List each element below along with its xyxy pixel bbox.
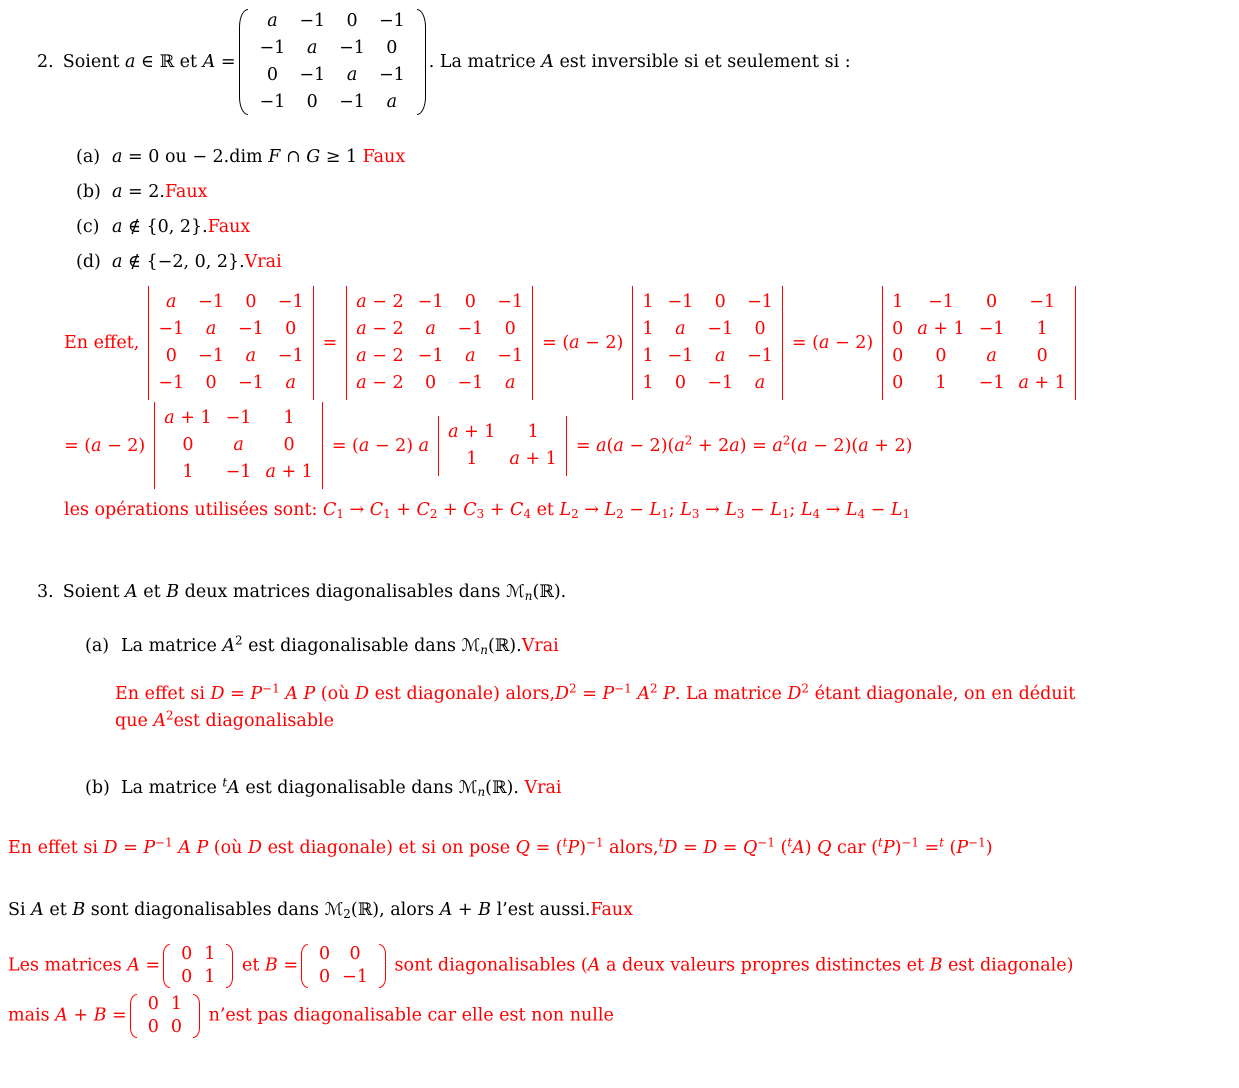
- equals-sign: [323, 333, 338, 353]
- math-segment: A + B =: [55, 1005, 127, 1026]
- math-segment: a ∈ ℝ: [125, 52, 175, 72]
- matrix-cell: −1: [497, 346, 524, 366]
- determinant-4-grid: [882, 286, 1076, 400]
- math-segment: ℳ$_2$(ℝ): [324, 900, 380, 921]
- matrix-cell: −1: [225, 462, 252, 482]
- matrix-cell: −1: [277, 292, 304, 312]
- matrix-cell: −1: [457, 319, 484, 339]
- matrix-cell: a + 1: [448, 421, 496, 442]
- right-paren: [379, 944, 386, 988]
- proof-lead: En effet,: [64, 333, 140, 353]
- determinant-4: [882, 286, 1076, 400]
- matrix-cell: −1: [237, 373, 264, 393]
- proof-line-2: [64, 402, 1239, 489]
- option-c-verdict: Faux: [207, 217, 251, 237]
- math-segment: F ∩ G ≥ 1: [268, 147, 363, 167]
- explanation-line-2: [115, 708, 1239, 735]
- q3-counterexample-line-1: [8, 943, 1239, 989]
- matrix-cell: 0: [714, 292, 726, 312]
- matrix-cell: 0: [1036, 346, 1048, 366]
- matrix-cell: 0: [170, 1017, 182, 1037]
- q2-intro-post: [429, 52, 851, 72]
- matrix-cell: 1: [642, 319, 654, 339]
- math-segment: B: [929, 955, 943, 976]
- matrix-cell: a + 1: [265, 462, 313, 482]
- q2-option-d: [76, 245, 1239, 280]
- matrix-cell: a − 2: [356, 373, 404, 393]
- q2-number: 2.: [37, 52, 54, 72]
- matrix-cell: a: [285, 373, 296, 393]
- text-segment: est diagonale) et si on pose: [262, 838, 516, 858]
- matrix-cell: −1: [339, 92, 365, 112]
- matrix-cell: a: [754, 373, 766, 393]
- q3-counterexample-line-2: [8, 993, 1239, 1039]
- q3-item-b-label: (b): [85, 778, 110, 798]
- matrix-cell: 1: [466, 448, 478, 469]
- math-segment: B: [166, 582, 180, 602]
- q3-item-a-statement: [121, 633, 522, 657]
- matrix-cell: −1: [342, 967, 368, 987]
- text-segment: est diagonalisable: [173, 711, 334, 731]
- matrix-cell: −1: [707, 319, 734, 339]
- matrix-cell: a: [205, 319, 217, 339]
- matrix-cell: −1: [667, 346, 694, 366]
- option-c-label: (c): [76, 217, 100, 237]
- matrix-A-plus-B: [130, 993, 200, 1039]
- q3-item-b-explanation: [8, 833, 1239, 863]
- matrix-cell: −1: [417, 346, 444, 366]
- math-segment: a ∉ {0, 2}.: [112, 217, 208, 237]
- math-segment: − 2.: [192, 147, 230, 167]
- text-segment: En effet si: [8, 838, 104, 858]
- option-d-label: (d): [76, 252, 101, 272]
- right-paren: [226, 944, 233, 988]
- determinant-2: [346, 286, 533, 400]
- math-segment: $D = P^{-1}$ A P: [103, 835, 209, 858]
- matrix-cell: 0: [892, 319, 904, 339]
- math-segment: $C_1 \to C_1 + C_2 + C_3 + C_4$: [322, 500, 532, 521]
- factor-a-minus-2-a: [332, 436, 429, 456]
- matrix-cell: 0: [205, 373, 217, 393]
- question-3: [0, 577, 1239, 1039]
- option-a-label: (a): [76, 147, 101, 167]
- matrix-cell: −1: [928, 292, 954, 312]
- text-segment: alors,: [603, 838, 659, 858]
- q3-statement-c-text: [8, 900, 590, 920]
- text-segment: car: [831, 838, 872, 858]
- determinant-3-grid: [632, 286, 783, 400]
- matrix-cell: −1: [198, 346, 224, 366]
- math-segment: A: [125, 582, 138, 602]
- matrix-cell: 0: [464, 292, 476, 312]
- option-b-verdict: Faux: [164, 182, 208, 202]
- text-segment: les opérations utilisées sont:: [64, 500, 323, 520]
- counterexample-text-1: [8, 956, 160, 976]
- matrix-cell: 0: [986, 292, 998, 312]
- q3-header: [37, 577, 1239, 607]
- matrix-cell: −1: [225, 408, 252, 428]
- matrix-cell: a: [675, 319, 686, 339]
- counterexample-text-2: [236, 956, 298, 976]
- math-segment: = (a − 2): [64, 435, 146, 456]
- matrix-cell: 0: [892, 346, 904, 366]
- determinant-6-grid: [438, 416, 567, 476]
- text-segment: La matrice: [121, 778, 223, 798]
- matrix-cell: 0: [892, 373, 904, 393]
- determinant-3: [632, 286, 783, 400]
- math-segment: $Q = (^tP)^{-1}$: [515, 835, 604, 858]
- text-segment: que: [115, 711, 154, 731]
- text-segment: Soient: [62, 52, 126, 72]
- matrix-cell: a: [504, 373, 516, 393]
- matrix-cell: −1: [299, 11, 326, 31]
- text-segment: Soient: [62, 582, 126, 602]
- proof-result: [575, 432, 913, 456]
- matrix-cell: a − 2: [356, 346, 404, 366]
- text-segment: est diagonalisable dans: [242, 636, 462, 656]
- matrix-cell: 1: [935, 373, 947, 393]
- matrix-cell: 1: [204, 967, 216, 987]
- matrix-cell: −1: [237, 319, 264, 339]
- matrix-cell: 0: [147, 1017, 159, 1037]
- matrix-cell: 0: [306, 92, 318, 112]
- math-segment: $A^2$: [153, 708, 174, 731]
- question-2: [0, 8, 1239, 525]
- left-paren: [163, 944, 170, 988]
- matrix-A-plus-B-grid: [138, 993, 192, 1039]
- matrix-cell: −1: [158, 319, 185, 339]
- q2-intro: [37, 8, 1239, 116]
- q3-header-text: [63, 582, 567, 602]
- matrix-cell: a + 1: [917, 319, 965, 339]
- text-segment: a deux valeurs propres distinctes et: [600, 955, 930, 976]
- q3-number: 3.: [37, 582, 54, 602]
- matrix-cell: 0: [319, 967, 331, 987]
- math-segment: A: [541, 52, 554, 72]
- matrix-cell: 1: [1036, 319, 1048, 339]
- matrix-cell: −1: [707, 373, 734, 393]
- text-segment: (où: [315, 684, 355, 704]
- matrix-cell: a + 1: [509, 448, 557, 469]
- explanation-line-1: [115, 681, 1239, 708]
- matrix-cell: 1: [642, 373, 654, 393]
- matrix-cell: 0: [504, 319, 516, 339]
- math-segment: $D = P^{-1}$ A P: [210, 681, 316, 704]
- matrix-cell: 0: [935, 346, 947, 366]
- text-segment: et: [531, 500, 560, 520]
- text-segment: et: [43, 900, 73, 920]
- text-segment: .: [560, 582, 567, 602]
- matrix-cell: −1: [378, 65, 405, 85]
- matrix-cell: 1: [204, 944, 216, 964]
- matrix-cell: 0: [181, 967, 193, 987]
- math-segment: D: [354, 684, 370, 704]
- math-segment: A =: [127, 955, 161, 976]
- option-a-statement: [112, 147, 363, 167]
- math-segment: = $a(a - 2)(a^2 + 2a) = a^2(a - 2)(a + 2)$: [575, 432, 913, 456]
- matrix-cell: −1: [417, 292, 444, 312]
- matrix-cell: a: [307, 38, 318, 58]
- math-segment: A =: [202, 52, 236, 72]
- option-a-verdict: Faux: [362, 147, 406, 167]
- math-segment: B =: [264, 955, 299, 976]
- text-segment: est inversible si et seulement si :: [553, 52, 851, 72]
- matrix-cell: 0: [386, 38, 398, 58]
- matrix-cell: 0: [147, 994, 159, 1014]
- math-segment: A: [31, 900, 44, 920]
- matrix-cell: −1: [277, 346, 304, 366]
- math-segment: $^tD = D = Q^{-1}$ ($^t$A) Q: [658, 835, 832, 858]
- left-paren: [239, 9, 248, 115]
- matrix-cell: −1: [299, 65, 326, 85]
- math-segment: = (a − 2): [791, 333, 874, 353]
- text-segment: dim: [229, 147, 263, 167]
- proof-operations: [64, 495, 1239, 525]
- matrix-cell: a: [245, 346, 257, 366]
- matrix-cell: a + 1: [164, 408, 212, 428]
- math-segment: A: [587, 955, 601, 976]
- determinant-1: [148, 286, 313, 400]
- math-segment: $A^2$: [222, 633, 243, 656]
- text-segment: (où: [208, 838, 248, 858]
- text-segment: n’est pas diagonalisable car elle est non nulle: [203, 1005, 614, 1026]
- math-segment: =: [322, 333, 338, 353]
- matrix-B-small: [301, 943, 386, 989]
- text-segment: ou: [159, 147, 193, 167]
- text-segment: .: [516, 636, 522, 656]
- math-segment: $L_2 \to L_2 - L_1$; $L_3 \to L_3 - L_1$; $L_4 \to L_4 - L_1$: [559, 500, 911, 521]
- matrix-cell: −1: [747, 346, 773, 366]
- left-paren: [130, 994, 137, 1038]
- matrix-cell: 0: [283, 435, 295, 455]
- matrix-cell: a − 2: [356, 319, 404, 339]
- matrix-cell: 0: [346, 11, 358, 31]
- left-paren: [301, 944, 308, 988]
- matrix-cell: 1: [642, 346, 654, 366]
- option-d-verdict: Vrai: [244, 252, 282, 272]
- q3-item-a: [85, 631, 1239, 661]
- matrix-cell: 0: [674, 373, 686, 393]
- math-segment: a = 2.: [112, 182, 165, 202]
- math-segment: A + B: [439, 900, 491, 920]
- matrix-cell: −1: [978, 319, 1005, 339]
- determinant-6: [438, 416, 567, 476]
- math-segment: $D^2 = P^{-1}$ $A^2$ P: [555, 681, 675, 704]
- factor-a-minus-2: [542, 333, 623, 353]
- q2-option-a: [76, 140, 1239, 175]
- matrix-cell: 0: [245, 292, 257, 312]
- matrix-cell: −1: [747, 292, 773, 312]
- matrix-cell: −1: [259, 92, 286, 112]
- math-segment: ℳ$_n$(ℝ): [461, 636, 517, 657]
- text-segment: et: [236, 955, 265, 976]
- determinant-5-grid: [154, 402, 323, 489]
- counterexample-text-3: [389, 956, 1073, 976]
- text-segment: est diagonalisable dans: [239, 778, 459, 798]
- q3-item-a-explanation: [115, 681, 1239, 735]
- math-segment: $D^2$: [787, 681, 809, 704]
- text-segment: est diagonale) alors,: [369, 684, 556, 704]
- matrix-cell: −1: [1029, 292, 1056, 312]
- matrix-cell: −1: [457, 373, 484, 393]
- option-d-statement: [112, 252, 245, 272]
- matrix-cell: 0: [181, 944, 193, 964]
- text-segment: Si: [8, 900, 32, 920]
- math-segment: $^t$A: [222, 775, 240, 798]
- q2-option-b: [76, 175, 1239, 210]
- matrix-cell: a: [166, 292, 177, 312]
- q3-statement-c: [8, 895, 1239, 925]
- q3-item-b-verdict: Vrai: [524, 778, 562, 798]
- matrix-cell: a + 1: [1018, 373, 1066, 393]
- q2-options: [76, 140, 1239, 280]
- option-c-statement: [112, 217, 208, 237]
- matrix-A-small: [163, 943, 233, 989]
- matrix-B-small-grid: [309, 943, 378, 989]
- matrix-cell: a: [346, 65, 358, 85]
- matrix-cell: a − 2: [356, 292, 404, 312]
- matrix-cell: −1: [259, 38, 286, 58]
- text-segment: étant diagonale, on en déduit: [809, 684, 1076, 704]
- option-b-label: (b): [76, 182, 101, 202]
- matrix-cell: a: [425, 319, 436, 339]
- matrix-cell: 0: [349, 944, 361, 964]
- matrix-cell: −1: [978, 373, 1005, 393]
- text-segment: La matrice: [121, 636, 223, 656]
- q2-option-c: [76, 210, 1239, 245]
- text-segment: est diagonale): [942, 955, 1074, 976]
- math-segment: B: [72, 900, 86, 920]
- right-paren: [193, 994, 200, 1038]
- q3-item-b-statement: [121, 775, 525, 799]
- text-segment: Les matrices: [8, 955, 128, 976]
- matrix-cell: 1: [892, 292, 904, 312]
- matrix-cell: 1: [527, 421, 539, 442]
- matrix-cell: a: [233, 435, 244, 455]
- option-b-statement: [112, 182, 165, 202]
- matrix-A-small-grid: [171, 943, 225, 989]
- math-segment: ℳ$_n$(ℝ): [506, 582, 561, 603]
- q3-item-b: [85, 773, 1239, 803]
- matrix-cell: 1: [170, 994, 182, 1014]
- matrix-cell: 0: [165, 346, 177, 366]
- math-segment: ℳ$_n$(ℝ): [458, 778, 514, 799]
- q2-intro-pre: [63, 52, 236, 72]
- q3-item-a-verdict: Vrai: [521, 636, 559, 656]
- text-segment: et: [174, 52, 203, 72]
- text-segment: et: [137, 582, 167, 602]
- text-segment: sont diagonalisables dans: [85, 900, 325, 920]
- matrix-cell: a: [714, 346, 726, 366]
- proof-line-1: [64, 286, 1239, 400]
- math-segment: a = 0: [112, 147, 160, 167]
- matrix-cell: 0: [319, 944, 331, 964]
- determinant-2-grid: [346, 286, 533, 400]
- matrix-cell: 0: [424, 373, 437, 393]
- text-segment: deux matrices diagonalisables dans: [179, 582, 507, 602]
- matrix-cell: −1: [378, 11, 405, 31]
- q2-proof: [64, 286, 1239, 525]
- matrix-A-grid: [249, 8, 416, 116]
- matrix-cell: 0: [754, 319, 766, 339]
- factor-a-minus-2: [792, 333, 873, 353]
- matrix-cell: a: [465, 346, 476, 366]
- matrix-cell: −1: [497, 292, 524, 312]
- math-segment: a ∉ {−2, 0, 2}.: [112, 252, 245, 272]
- math-segment: = (a − 2): [542, 333, 624, 353]
- text-segment: , alors: [379, 900, 440, 920]
- matrix-cell: a: [986, 346, 997, 366]
- text-segment: sont diagonalisables (: [388, 955, 588, 976]
- matrix-cell: 0: [285, 319, 297, 339]
- matrix-cell: −1: [198, 292, 224, 312]
- q3-statement-c-verdict: Faux: [590, 900, 634, 920]
- math-segment: D: [247, 838, 263, 858]
- text-segment: l’est aussi.: [491, 900, 591, 920]
- matrix-cell: 0: [182, 435, 194, 455]
- math-segment: = (a − 2) a: [331, 435, 430, 456]
- matrix-cell: a: [386, 92, 398, 112]
- matrix-cell: −1: [158, 373, 185, 393]
- matrix-cell: −1: [339, 38, 365, 58]
- determinant-5: [154, 402, 323, 489]
- matrix-cell: 1: [283, 408, 295, 428]
- counterexample-text-5: [203, 1006, 614, 1026]
- matrix-cell: a: [267, 11, 278, 31]
- math-segment: $(^tP)^{-1} =^t$ $(P^{-1})$: [871, 835, 993, 858]
- matrix-cell: 0: [266, 65, 278, 85]
- text-segment: .: [513, 778, 525, 798]
- text-segment: . La matrice: [674, 684, 788, 704]
- factor-a-minus-2: [64, 436, 145, 456]
- matrix-cell: 1: [642, 292, 654, 312]
- text-segment: . La matrice: [428, 52, 542, 72]
- matrix-cell: 1: [182, 462, 194, 482]
- counterexample-text-4: [8, 1006, 127, 1026]
- text-segment: mais: [8, 1005, 56, 1026]
- matrix-A: [239, 8, 426, 116]
- right-paren: [417, 9, 426, 115]
- text-segment: En effet si: [115, 684, 211, 704]
- determinant-1-grid: [148, 286, 313, 400]
- q3-item-a-label: (a): [85, 636, 110, 656]
- matrix-cell: −1: [667, 292, 694, 312]
